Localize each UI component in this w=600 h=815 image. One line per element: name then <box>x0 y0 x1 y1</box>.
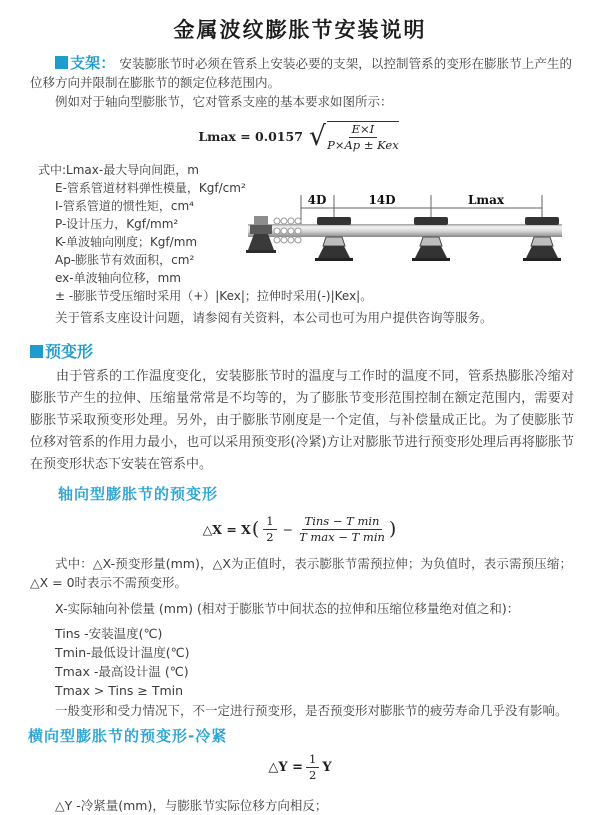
axial-formula-temp-fraction <box>299 515 385 544</box>
definition-line: ± -膨胀节受压缩时采用（+）|Kex|；拉伸时采用(-)|Kex|。 <box>55 289 373 303</box>
dim-label-4d: 4D <box>307 193 327 207</box>
lateral-formula-lhs: △Y = <box>268 759 304 775</box>
axial-formula <box>0 512 600 546</box>
axial-subsection-heading: 轴向型膨胀节的预变形 <box>58 485 219 503</box>
dim-label-14d: 14D <box>368 193 396 207</box>
predeform-paragraph: 由于管系的工作温度变化，安装膨胀节时的温度与工作时的温度不同，管系热膨胀冷缩对膨胀节产生的拉伸、压缩量常常是不均等的，为了膨胀节变形范围控制在额定范围内，需要对膨胀节采取预变形处理。另外，由于膨胀节刚度是一个定值，与补偿量成正比。为了使膨胀节位移对管系的作用力最小，也可以采用预变形(冷紧)方让对膨胀节进行预变形处理后再将膨胀节在预变形状态下安装在管系中。 <box>30 369 574 472</box>
definition-line: E-管系管道材料弹性模量，Kgf/cm² <box>55 181 246 195</box>
definition-line: K-单波轴向刚度；Kgf/mm <box>55 235 198 249</box>
axial-explanation: 式中：△X-预变形量(mm)，△X为正值时，表示膨胀节需预拉伸；为负值时，表示需预压缩；△X = 0时表示不需预变形。 <box>30 556 572 590</box>
temp-line: Tmin-最低设计温度(℃) <box>55 645 190 660</box>
lmax-formula-denominator: P×Ap ± Kex <box>327 137 399 152</box>
predeform-section-heading <box>30 339 600 362</box>
temp-line: Tmax > Tins ≥ Tmin <box>55 683 184 698</box>
x-definition-line: X-实际轴向补偿量 (mm) (相对于膨胀节中间状态的拉伸和压缩位移量绝对值之和)： <box>55 601 520 616</box>
temp-numerator: Tins − T min <box>302 515 383 530</box>
axial-note: 一般变形和受力情况下，不一定进行预变形，是否预变形对膨胀节的疲劳寿命几乎没有影响。 <box>55 703 568 718</box>
lateral-note: △Y -冷紧量(mm)，与膨胀节实际位移方向相反； <box>55 798 328 813</box>
support-intro-paragraph <box>30 54 572 92</box>
axial-formula-half <box>263 515 276 544</box>
predeform-heading-label: 预变形 <box>45 342 94 361</box>
half-denominator: 2 <box>266 529 274 544</box>
temp-line: Tmax -最高设计温 (℃) <box>55 664 189 679</box>
guide-support <box>412 217 450 261</box>
definition-line: P-设计压力，Kgf/mm² <box>55 217 179 231</box>
lmax-formula-fraction <box>327 121 399 152</box>
lateral-formula-rhs: Y <box>322 759 332 775</box>
page-title: 金属波纹膨胀节安装说明 <box>173 18 427 42</box>
lateral-subsection-heading: 横向型膨胀节的预变形-冷紧 <box>28 727 228 745</box>
support-section-heading: 支架： <box>70 54 116 72</box>
support-intro-text: 安装膨胀节时必须在管系上安装必要的支架，以控制管系的变形在膨胀节上产生的位移方向并限制在膨胀节的额定位移范围内。 <box>30 56 572 90</box>
lmax-formula <box>0 119 600 153</box>
axial-formula-lhs: △X = X <box>202 521 251 537</box>
support-example-line: 例如对于轴向型膨胀节，它对管系支座的基本要求如图所示： <box>55 94 393 109</box>
minus-operator: − <box>282 521 294 537</box>
support-note: 关于管系支座设计问题，请参阅有关资料，本公司也可为用户提供咨询等服务。 <box>55 310 493 325</box>
temp-denominator: T max − T min <box>299 529 385 544</box>
dim-label-lmax: Lmax <box>467 193 505 207</box>
lateral-formula-half <box>306 753 319 782</box>
support-diagram <box>246 190 568 278</box>
half-denominator: 2 <box>309 767 317 782</box>
section-bullet-icon <box>55 56 68 69</box>
guide-support <box>523 217 561 261</box>
lmax-formula-numerator: E×I <box>349 123 378 138</box>
section-bullet-icon <box>30 345 43 358</box>
definition-line: Ap-膨胀节有效面积，cm² <box>55 253 195 267</box>
half-numerator: 1 <box>306 753 319 768</box>
right-paren: ) <box>388 518 397 540</box>
lateral-formula <box>0 752 600 782</box>
definition-line: ex-单波轴向位移，mm <box>55 271 181 285</box>
temp-line: Tins -安装温度(℃) <box>55 626 163 641</box>
guide-support <box>315 217 353 261</box>
definition-line: I-管系管道的惯性矩，cm⁴ <box>55 199 194 213</box>
radical-sign: √ <box>308 120 327 152</box>
definition-line: 式中:Lmax-最大导向间距，m <box>38 163 199 177</box>
half-numerator: 1 <box>263 515 276 530</box>
lmax-formula-lhs: Lmax = 0.0157 <box>198 128 303 144</box>
left-paren: ( <box>251 518 260 540</box>
